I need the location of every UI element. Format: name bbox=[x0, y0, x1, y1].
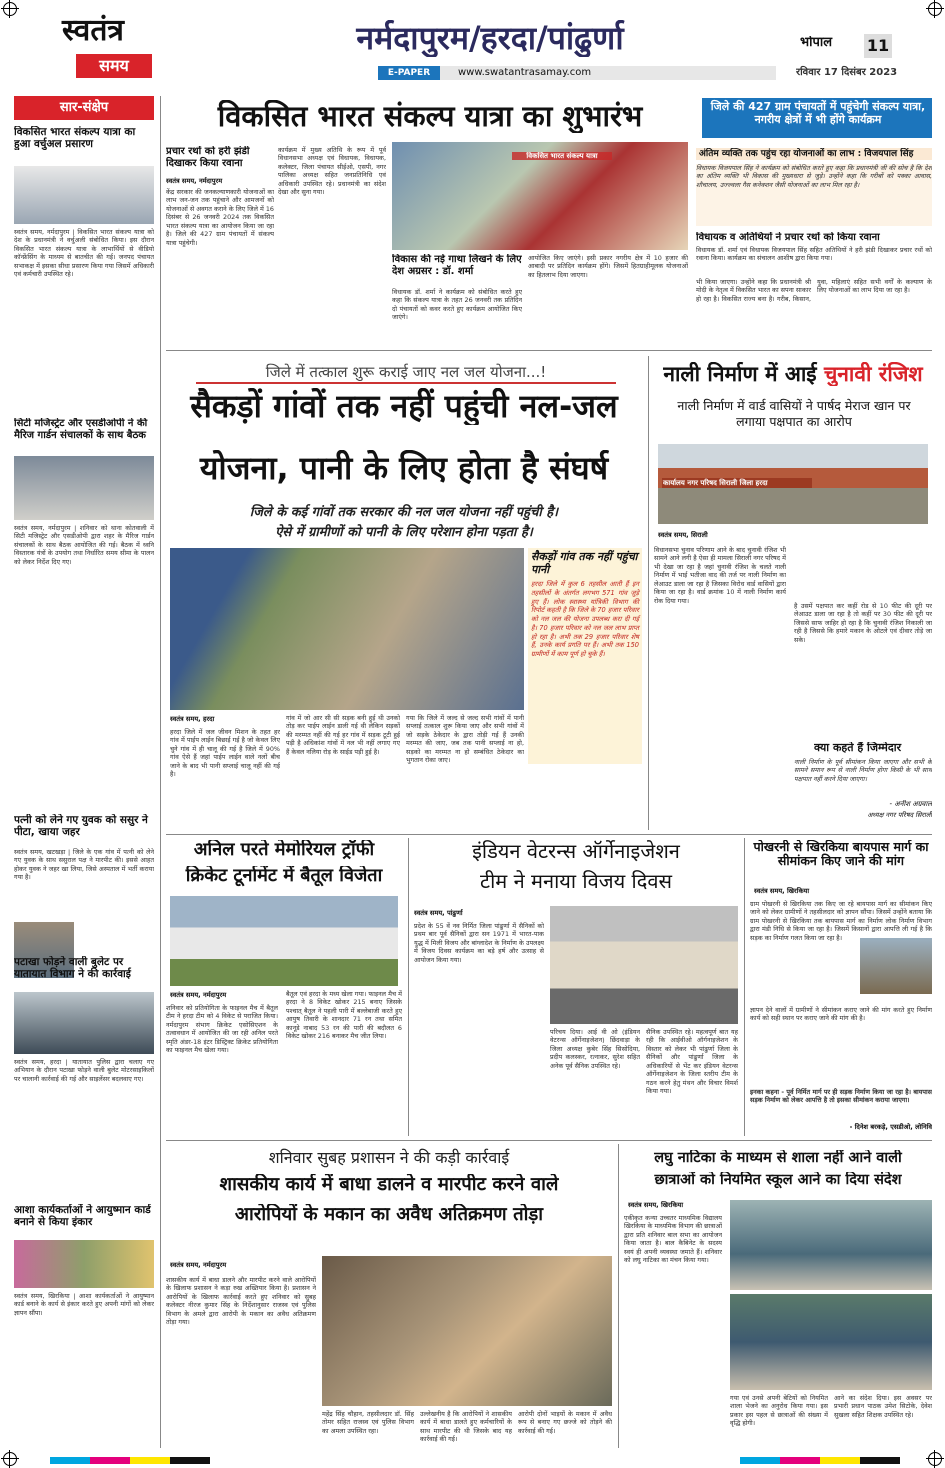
drain-subhead: नाली निर्माण में वार्ड वासियों ने पार्षद मेराज खान पर लगाया पक्षपात का आरोप bbox=[677, 398, 911, 429]
school-photo-1 bbox=[730, 1200, 932, 1290]
school-story bbox=[624, 1144, 932, 1448]
lead-headline: विकसित भारत संकल्प यात्रा का शुभारंभ bbox=[217, 100, 643, 133]
lead-body-4: आयोजित किए जाएंगे। इसी प्रकार नगरीय क्षेत्र में 10 हजार की आबादी पर प्रतिदिन कार्यक्रम होंगे। जिसमें हितग्राहीमूलक योजनाओं का हितलाभ दिया जाएगा। bbox=[528, 254, 688, 279]
school-body-1: एकीकृत कन्या उच्चतर माध्यमिक विद्यालय खिरकिया के माध्यमिक विभाग की छात्राओं द्वारा प्रति शनिवार बाल सभा का आयोजन किया जाता है। बाल कैबिनेट के सदस्य स्वयं ही अपनी व्यवस्था जमाते हैं। शनिवार को लघु नाटिका का मंचन किया गया। bbox=[624, 1214, 722, 1265]
sidebar-story-1-photo bbox=[14, 166, 154, 224]
veterans-headline-line-2: टीम ने मनाया विजय दिवस bbox=[480, 870, 672, 893]
lead-body-3: विधायक डॉ. शर्मा ने कार्यक्रम को संबोधित करते हुए कहा कि संकल्प यात्रा के तहत 26 जनवरी तक प्रतिदिन दो पंचायतों को कवर करते हुए कार्यक्रम आयोजित किए जाएंगे। bbox=[392, 288, 522, 322]
registration-mark-bottom-right bbox=[928, 1452, 942, 1466]
cricket-byline: स्वतंत्र समय, नर्मदापुरम bbox=[170, 991, 227, 999]
sidebar-story-4-body: स्वतंत्र समय, हरदा | यातायात पुलिस द्वारा चलाए गए अभियान के दौरान पटाखा फोड़ने वाली बुलेट मोटरसाइकिलों पर चालानी कार्रवाई की गई और साइलेंसर बदलवाए गए। bbox=[14, 1058, 154, 1083]
water-body-2: गांव में जो आर सी सी सड़क बनी हुई थी उनको तोड़ कर पाईप लाईन डाली गई थी लेकिन सड़कों की मरम्मत नहीं की गई हर गांव में सड़क टूटी हुई पड़ी है अधिकांश गांवों में नल भी नहीं लगाए गए हैं केवल नलिया रोड़ के साईड पड़ी हुई है। bbox=[286, 714, 400, 756]
school-photo-2 bbox=[730, 1294, 932, 1390]
cricket-headline-line-2: क्रिकेट टूर्नामेंट में बैतूल विजेता bbox=[185, 866, 383, 886]
sidebar-story-4-photo bbox=[14, 992, 154, 1054]
drain-headline-red: चुनावी रंजिश bbox=[823, 362, 923, 386]
veterans-byline: स्वतंत्र समय, पांढुर्णा bbox=[414, 909, 463, 917]
lead-story bbox=[166, 94, 932, 346]
mid-divider bbox=[166, 834, 932, 835]
cricket-body-1: शनिवार को प्रतियोगिता के फाइनल मैच में बैतूल टीम ने हरदा टीम को 4 विकेट से पराजित किया। नर्मदापुरम संभाग क्रिकेट एसोसिएशन के तत्वावधान में आयोजित की जा रही अनिल परते स्मृति अंडर-18 इंटर डिस्ट्रिक्ट क्रिकेट प्रतियोगिता का फाइनल मैच खेला गया। bbox=[166, 1004, 278, 1055]
drain-box-title: क्या कहते हैं जिम्मेदार bbox=[814, 742, 902, 754]
lead-byline: स्वतंत्र समय, नर्मदापुरम bbox=[166, 177, 223, 185]
road-photo bbox=[860, 938, 932, 994]
sidebar-story-2-body: स्वतंत्र समय, नर्मदापुरम | शनिवार को थाना कोतवाली में सिटी मजिस्ट्रेट और एसडीओपी द्वारा शहर के मैरिज गार्डन संचालकों के साथ बैठक आयोजित की गई। बैठक में ध्वनि विस्तारक यंत्रों के उपयोग तथा निर्धारित समय सीमा के पालन को लेकर निर्देश दिए गए। bbox=[14, 524, 154, 566]
lead-quote-title: विकास की नई गाथा लिखने के लिए देश अग्रसर : डॉ. शर्मा bbox=[392, 254, 522, 277]
drain-box-body: नाली निर्माण के पूर्व सीमांकन किया जाएगा और सभी के सामने समान रूप से नाली निर्माण होगा किसी के भी साथ पक्षपात नहीं करने दिया जाएगा। bbox=[794, 758, 932, 783]
lead-body-1: केंद्र सरकार की जनकल्याणकारी योजनाओं का लाभ जन-जन तक पहुंचाने और आमजनों को योजनाओं से अवगत कराने के लिए जिले में 16 दिसंबर से 26 जनवरी 2024 तक विकसित भारत संकल्प यात्रा का आयोजन किया जा रहा है। जिले की 427 ग्राम पंचायतों में संकल्प यात्रा पहुंचेगी। bbox=[166, 188, 274, 247]
sidebar-story-1-title: विकसित भारत संकल्प यात्रा का हुआ वर्चुअल प्रसारण bbox=[14, 126, 136, 151]
demolition-photo bbox=[322, 1256, 612, 1406]
registration-mark-bottom-left bbox=[3, 1452, 17, 1466]
water-deck-line-2: ऐसे में ग्रामीणों को पानी के लिए परेशान होना पड़ता है। bbox=[275, 525, 533, 540]
drain-sign-text: कार्यालय नगर परिषद सिराली जिला हरदा bbox=[662, 478, 812, 488]
sidebar-story-4-title: पटाखा फोड़ने वाली बुलेट पर यातायात विभाग ने की कार्रवाई bbox=[14, 956, 131, 981]
epaper-bar bbox=[378, 66, 776, 80]
cricket-headline-line-1: अनिल परते मेमोरियल ट्रॉफी bbox=[193, 840, 375, 860]
drain-body-2: है उसमें पक्षपात कर कहीं रोड से 10 फीट की दूरी पर लेआउट डाला जा रहा है तो कहीं पर 30 फीट की दूरी पर जिससे साफ जाहिर हो रहा है कि चुनावी रंजिश निकाली जा रही है जिससे कि हमारे मकान के ओटले एवं दीवार तोड़े जा सके। bbox=[794, 602, 932, 644]
sidebar-story-3-title: पत्नी को लेने गए युवक को ससुर ने पीटा, खाया जहर bbox=[14, 814, 148, 839]
logo-top: स्वतंत्र bbox=[61, 14, 124, 48]
cricket-divider bbox=[408, 838, 409, 1136]
veterans-headline-line-1: इंडियन वेटरन्स ऑर्गेनाइजेशन bbox=[472, 840, 680, 863]
demolition-headline-line-2: आरोपियों के मकान का अवैध अतिक्रमण तोड़ा bbox=[234, 1204, 544, 1225]
cricket-body-2: बैतूल एवं हरदा के मध्य खेला गया। फाइनल मैच में हरदा ने 8 विकेट खोकर 215 बनाए जिसके पश्चात् बैतूल ने पहली पारी में बल्लेबाजी करते हुए आयुष तिवारी के शानदार 71 रन तथा समित कानूडे नाबाद 53 रन की पारी की बदौलत 6 विकेट खोकर 216 बनाकर मैच जीत लिया। bbox=[286, 990, 402, 1041]
school-byline: स्वतंत्र समय, खिरकिया bbox=[628, 1201, 684, 1209]
sidebar bbox=[14, 96, 154, 1448]
water-byline: स्वतंत्र समय, हरदा bbox=[170, 715, 215, 723]
veterans-body-3: सैनिक उपस्थित रहे। महत्वपूर्ण बात यह रही कि आईवीओ ऑर्गनाइजेशन के विस्तार को लेकर भी पांढुर्णा जिला के सैनिकों और पांढुर्णा जिला के अधिकारियों से भेंट कर इंडियन वेटरन्स ऑर्गेनाइजेशन के जिला स्तरीय टीम के गठन करने हेतु मंथन और विचार विमर्श किया गया। bbox=[646, 1028, 738, 1096]
page-number: 11 bbox=[864, 34, 892, 58]
water-body-3: गया कि जिले में जल्द से जल्द सभी गांवों में पानी सप्लाई तत्काल शुरू किया जाए और सभी गांवों में जो सड़के ठेकेदार के द्वारा तोड़ी गई हैं उनकी मरम्मत की जाए, जब तक पानी सप्लाई ना हो, सड़को का मरम्मत ना हो सम्बंधित ठेकेदार का भुगतान रोका जाए। bbox=[406, 714, 524, 765]
water-body-1: हरदा जिले में जल जीवन मिशन के तहत हर गांव में पाईप लाईन बिछाई गई है जो केवल लिए चुने गांव में ही चालू की गई है जिले में 90% गांव ऐसे हैं जहां पाईप लाईन वाले नलों बीच जाने के बाद भी पानी सप्लाई चालू नहीं की गई है। bbox=[170, 728, 280, 779]
lead-divider bbox=[166, 350, 932, 351]
school-body-2: गया एवं उनसे अपनी बेटियों को नियमित शाला भेजने का अनुरोध किया गया। इस प्रकार इस पहल से छात्राओं की संख्या में वृद्धि होगी। bbox=[730, 1394, 828, 1428]
demolition-story bbox=[166, 1144, 612, 1448]
water-drain-divider bbox=[648, 356, 649, 830]
water-deck-line-1: जिले के कई गांवों तक सरकार की नल जल योजना नहीं पहुंची है। bbox=[249, 505, 559, 520]
road-headline: पोखरनी से खिरकिया बायपास मार्ग का सीमांकन किए जाने की मांग bbox=[753, 840, 929, 869]
logo-bottom: समय bbox=[76, 54, 152, 78]
lead-side-body-3: भी किया जाएगा। उन्होंने कहा कि प्रधानमंत्री श्री मोदी के नेतृत्व में विकसित भारत का सपना साकार हो रहा है। विकसित राज्य बना है। गरीब, किसान, युवा, महिलाएं सहित सभी वर्गों के कल्याण के लिए योजनाओं का लाभ दिया जा रहा है। bbox=[696, 278, 932, 303]
drain-box-sign-2: अध्यक्ष नगर परिषद सिराली bbox=[867, 811, 932, 819]
sidebar-story-2-title: सिटी मजिस्ट्रेट और एसडीओपी ने की मैरिज गार्डन संचालकों के साथ बैठक bbox=[14, 418, 148, 441]
sidebar-divider bbox=[160, 96, 161, 1448]
city-label: भोपाल bbox=[800, 36, 833, 50]
school-headline-line-1: लघु नाटिका के माध्यम से शाला नहीं आने वाली bbox=[654, 1150, 902, 1166]
masthead-logo bbox=[28, 14, 158, 82]
bottom-divider bbox=[166, 1140, 932, 1141]
demolition-kicker: शनिवार सुबह प्रशासन ने की कड़ी कार्रवाई bbox=[268, 1148, 510, 1167]
sidebar-story-1-body: स्वतंत्र समय, नर्मदापुरम | विकसित भारत संकल्प यात्रा को देश के प्रधानमंत्री ने वर्चुअली संबोधित किया। इस दौरान विकसित भारत संकल्प यात्रा के लाभार्थियों से वीडियो कॉन्फ्रेंसिंग के माध्यम से बातचीत की गई। जनपद पंचायत सभाकक्ष में इसका सीधा प्रसारण किया गया जिसमें अधिकारी एवं कर्मचारी उपस्थित रहे। bbox=[14, 228, 154, 279]
sidebar-story-5-title: आशा कार्यकर्ताओं ने आयुष्मान कार्ड बनाने से किया इंकार bbox=[14, 1204, 151, 1229]
water-callout-title: सैकड़ों गांव तक नहीं पहुंचा पानी bbox=[531, 550, 638, 576]
demolition-headline-line-1: शासकीय कार्य में बाधा डालने व मारपीट करने वाले bbox=[219, 1174, 559, 1195]
page-info bbox=[792, 34, 922, 84]
drain-story bbox=[654, 356, 932, 830]
demolition-byline: स्वतंत्र समय, नर्मदापुरम bbox=[170, 1261, 227, 1269]
water-kicker: जिले में तत्काल शुरू कराई जाए नल जल योजना...! bbox=[196, 360, 616, 384]
cricket-story bbox=[166, 838, 402, 1136]
drain-body-1: विधानसभा चुनाव परिणाम आने के बाद चुनावी रंजिश भी सामने आने लगी है ऐसा ही मामला सिराली नगर परिषद में भी देखा जा रहा है जहां चुनावी रंजिश के चलते नाली निर्माण में भाई भतीजा वाद की तर्ज पर नाली निर्माण का लेआउट डाला जा रहा है जिसका विरोध वार्ड वासियों द्वारा किया जा रहा है। वार्ड क्रमांक 10 में नाली निर्माण कार्य रोक दिया गया। bbox=[654, 546, 786, 605]
veterans-body-2: परिचय दिया। आई वी ओ (इंडियन वेटरन्स ऑर्गेनाइजेशन) छिंदवाड़ा के जिला अध्यक्ष कुबेर सिंह सिसोदिया, प्रदीप कलस्कर, रत्नाकर, सुरेश सहित अनेक पूर्व सैनिक उपस्थित रहे। bbox=[550, 1028, 640, 1070]
road-byline: स्वतंत्र समय, खिरकिया bbox=[754, 887, 810, 895]
sidebar-story-3-body: स्वतंत्र समय, खटखड़ा | जिले के एक गांव में पत्नी को लेने गए युवक के साथ ससुराल पक्ष ने मारपीट की। इससे आहत होकर युवक ने जहर खा लिया, जिसे अस्पताल में भर्ती कराया गया है। bbox=[14, 848, 154, 882]
sidebar-story-5-body: स्वतंत्र समय, खिरकिया | आशा कार्यकर्ताओं ने आयुष्मान कार्ड बनाने के कार्य से इंकार करते हुए अपनी मांगों को लेकर ज्ञापन सौंपा। bbox=[14, 1292, 154, 1317]
demolition-body-4: आरोपी दोनों भाइयों के मकान में अवैध रूप से बनाए गए छज्जे को तोड़ने की कार्रवाई की गई। bbox=[518, 1410, 612, 1435]
water-callout-body: हरदा जिले में कुल 6 तहसील आती हैं इन तहसीलों के अंतर्गत लगभग 571 गांव जुड़े हुए हैं। लोक स्वास्थ्य यांत्रिकी विभाग की रिपोर्ट कहती है कि जिले के 70 हजार परिवार को नल जल की योजना उपलब्ध करा दी गई है। 70 हजार परिवार को नल जल लाभ प्राप्त हो रहा है। अभी तक 29 हजार परिवार शेष हैं, उनके कार्य प्रगति पर हैं। अभी तक 150 ग्रामीणों में काम पूर्ण हो चुके हैं। bbox=[531, 580, 639, 658]
drain-box-sign-1: - अनीश अग्रवाल bbox=[889, 800, 932, 808]
road-story bbox=[750, 838, 932, 1136]
demolition-body-3: उल्लेखनीय है कि आरोपियों ने शासकीय कार्य में बाधा डालते हुए कर्मचारियों के साथ मारपीट की थी जिसके बाद यह कार्रवाई की गई। bbox=[420, 1410, 512, 1444]
lead-side-title: अंतिम व्यक्ति तक पहुंच रहा योजनाओं का लाभ : विजयपाल सिंह bbox=[696, 148, 932, 160]
color-bar-right bbox=[740, 1457, 900, 1464]
water-photo bbox=[170, 548, 524, 710]
school-body-3: आने का संदेश दिया। इस अवसर पर प्रभारी प्रधान पाठक उमेश सिटोके, देवेश सुखला सहित शिक्षक उपस्थित रहे। bbox=[834, 1394, 932, 1419]
water-callout bbox=[528, 548, 642, 764]
lead-photo bbox=[392, 142, 688, 250]
drain-headline bbox=[654, 362, 932, 386]
drain-byline: स्वतंत्र समय, सिराली bbox=[658, 531, 708, 539]
epaper-label: E-PAPER bbox=[378, 66, 440, 80]
demolition-body-1: शासकीय कार्य में बाधा डालने और मारपीट करने वाले आरोपियों के खिलाफ प्रशासन ने कड़ा रुख अख्तियार किया है। प्रशासन ने आरोपियों के खिलाफ कार्रवाई करते हुए शनिवार को सुबह कलेक्टर नीरज कुमार सिंह के निर्देशानुसार राजस्व एवं पुलिस विभाग के अमले द्वारा आरोपी के मकान का अवैध अतिक्रमण तोड़ा गया। bbox=[166, 1276, 316, 1327]
lead-box-title: जिले की 427 ग्राम पंचायतों में पहुंचेगी संकल्प यात्रा, नगरीय क्षेत्रों में भी होंगे कार्यक्रम bbox=[702, 98, 932, 138]
demolition-divider bbox=[618, 1144, 619, 1448]
water-headline-line-2: योजना, पानी के लिए होता है संघर्ष bbox=[199, 450, 609, 487]
edition-title: नर्मदापुरम/हरदा/पांढुर्णा bbox=[356, 20, 624, 57]
sidebar-header: सार-संक्षेप bbox=[14, 96, 154, 120]
road-body-2: ज्ञापन देने वालों में ग्रामीणों ने सीमांकन कराए जाने की मांग करते हुए निर्माण कार्य को सही स्थान पर कराए जाने की मांग की है। bbox=[750, 1006, 932, 1023]
road-body-1: ग्राम पोखरनी से खिरकिया तक किए जा रहे बायपास मार्ग का सीमांकन किए जाने को लेकर ग्रामीणों ने तहसीलदार को ज्ञापन सौंपा। जिसमें उन्होंने बताया कि ग्राम पोखरनी से खिरकिया तक बायपास मार्ग का निर्माण लोक निर्माण विभाग द्वारा मंडी निधि से किया जा रहा है। जिसमें किसानों द्वारा आपत्ति ली गई है कि सड़क का निर्माण गलत किया जा रहा है। bbox=[750, 900, 932, 942]
sidebar-story-2-photo bbox=[14, 456, 154, 520]
website-link[interactable]: www.swatantrasamay.com bbox=[458, 67, 592, 78]
lead-side-body-2: विधायक डॉ. शर्मा एवं विधायक विजयपाल सिंह सहित अतिथियों ने हरी झंडी दिखाकर प्रचार रथों को रवाना किया। कार्यक्रम का संचालन आशीष द्वारा किया गया। bbox=[696, 246, 932, 263]
drain-photo bbox=[658, 444, 928, 524]
road-note-sign: - दिनेश बरकड़े, एसडीओ, लोनिवि bbox=[849, 1123, 932, 1131]
veterans-body-1: प्रदेश के 55 वें नव निर्मित जिला पांढुर्णा में सैनिकों को प्रथम बार पूर्व सैनिकों द्वारा सन 1971 में भारत-पाक युद्ध में मिली विजय और बांग्लादेश के निर्माण के उपलक्ष्य में विजय दिवस कार्यक्रम का बड़े हर्ष और उत्साह से आयोजन किया गया। bbox=[414, 922, 544, 964]
masthead bbox=[0, 0, 945, 90]
lead-side-body: विधायक विजयपाल सिंह ने कार्यक्रम को संबोधित करते हुए कहा कि प्रधानमंत्री जी की सोच है कि देश का अंतिम व्यक्ति भी विकास की मुख्यधारा से जुड़े। उन्होंने कहा कि गरीबों को पक्का आवास, शौचालय, उज्ज्वला गैस कनेक्शन जैसी योजनाओं का लाभ मिल रहा है। bbox=[696, 164, 932, 226]
school-headline-line-2: छात्राओं को नियमित स्कूल आने का दिया संदेश bbox=[654, 1172, 902, 1188]
lead-subhead: प्रचार रथों को हरी झंडी दिखाकर किया रवाना bbox=[166, 146, 250, 169]
drain-headline-text: नाली निर्माण में आई bbox=[663, 362, 817, 386]
cricket-photo bbox=[170, 896, 398, 986]
banner-text: विकसित भारत संकल्प यात्रा bbox=[512, 152, 612, 160]
water-headline-line-1: सैकड़ों गांवों तक नहीं पहुंची नल-जल bbox=[190, 388, 618, 425]
demolition-body-2: महेंद्र सिंह चौहान, तहसीलदार डॉ. सिंह तोमर सहित राजस्व एवं पुलिस विभाग का अमला उपस्थित रहा। bbox=[322, 1410, 414, 1435]
color-bar-left bbox=[50, 1457, 210, 1464]
road-note: इनका कहना - पूर्व निर्मित मार्ग पर ही सड़क निर्माण किया जा रहा है। बायपास सड़क निर्माण को लेकर आपत्ति है तो इसका सीमांकन कराया जाएगा। bbox=[750, 1088, 932, 1105]
water-story bbox=[166, 356, 642, 830]
date: रविवार 17 दिसंबर 2023 bbox=[796, 67, 898, 78]
lead-body-2: कार्यक्रम में मुख्य अतिथि के रूप में पूर्व विधानसभा अध्यक्ष एवं विधायक, विधायक, कलेक्टर, जिला पंचायत सीईओ, एसपी, नगर पालिका अध्यक्ष सहित जनप्रतिनिधि एवं अधिकारी उपस्थित रहे। प्रधानमंत्री का संदेश देखा और सुना गया। bbox=[278, 146, 386, 197]
lead-side-title-2: विधायक व अतिथियों ने प्रचार रथों को किया रवाना bbox=[696, 232, 880, 243]
veterans-photo bbox=[550, 906, 738, 1024]
veterans-story bbox=[414, 838, 738, 1136]
veterans-divider bbox=[744, 838, 745, 1136]
sidebar-story-5-photo bbox=[14, 1240, 154, 1288]
